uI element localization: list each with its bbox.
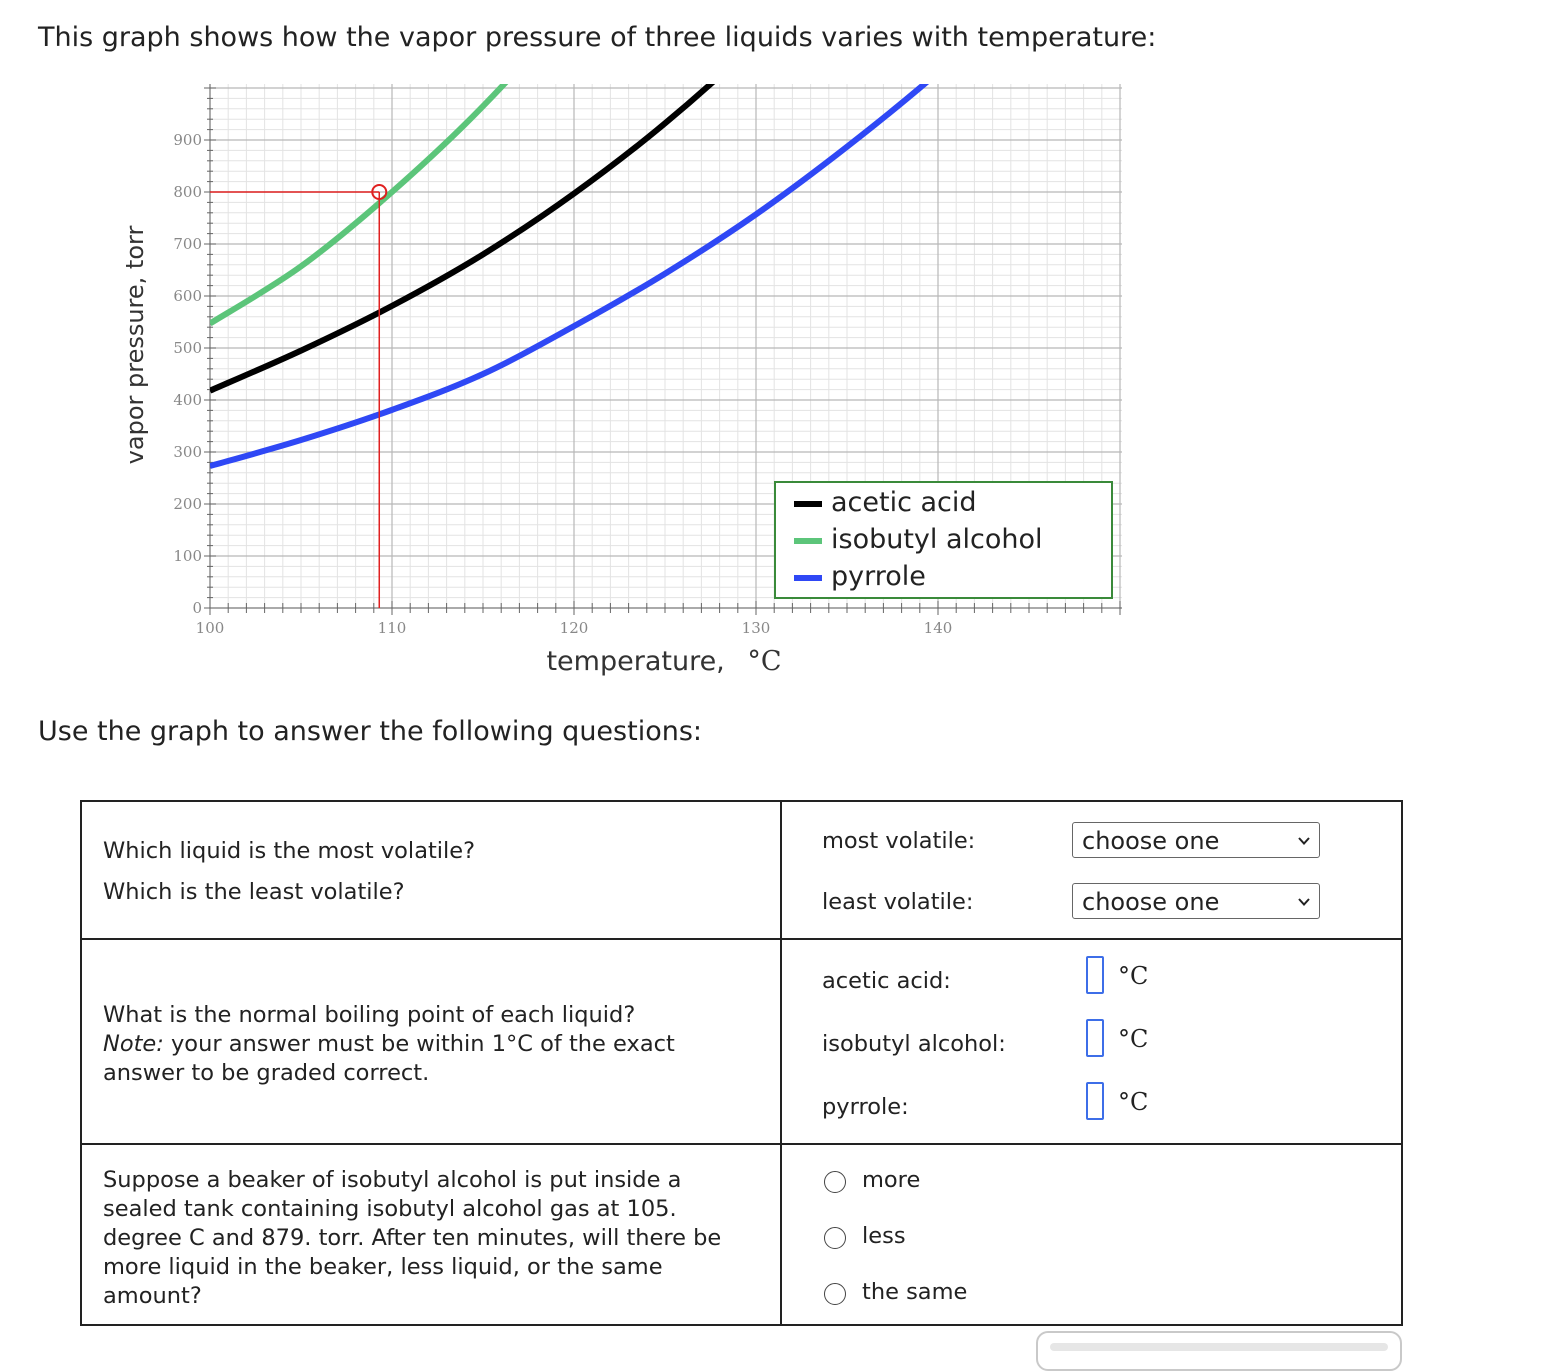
x-tick-label: 110 (377, 619, 407, 637)
question-row-boiling-point (81, 939, 1402, 1144)
y-tick-label: 200 (173, 495, 202, 513)
isobutyl-alcohol-label: isobutyl alcohol: (822, 1031, 1006, 1057)
answer-cell (781, 1144, 1402, 1325)
chevron-down-icon (1297, 834, 1311, 848)
question-row-beaker (81, 1144, 1402, 1325)
y-tick-label: 400 (173, 391, 202, 409)
question-text: Suppose a beaker of isobutyl alcohol is put inside a sealed tank containing isobutyl alcohol gas at 105. degree C and 879. torr. After ten minutes, will there be more liquid in the beaker, less liquid, or the same amount? (103, 1167, 722, 1309)
select-value: choose one (1082, 827, 1220, 855)
question-note (103, 1030, 740, 1088)
acetic-acid-label: acetic acid: (822, 968, 951, 994)
radio-label-same: the same (862, 1279, 968, 1305)
annotation-lines (210, 185, 386, 608)
intro-text: This graph shows how the vapor pressure of three liquids varies with temperature: (38, 22, 1157, 53)
questions-table (80, 800, 1403, 1326)
note-text: your answer must be within 1°C of the exact answer to be graded correct. (103, 1031, 675, 1086)
question-text: Which liquid is the most volatile? (103, 838, 476, 864)
y-tick-label: 0 (192, 599, 202, 617)
most-volatile-label: most volatile: (822, 828, 976, 854)
isobutyl-alcohol-input[interactable] (1086, 1019, 1104, 1057)
pyrrole-input[interactable] (1086, 1082, 1104, 1120)
y-tick-labels (173, 131, 202, 617)
question-cell (81, 1144, 781, 1325)
unit-label: °C (1118, 1088, 1149, 1116)
toolbar-tab[interactable] (1036, 1331, 1402, 1371)
pyrrole-label: pyrrole: (822, 1094, 909, 1120)
y-tick-label: 500 (173, 339, 202, 357)
radio-more[interactable] (824, 1171, 846, 1193)
acetic-acid-input[interactable] (1086, 956, 1104, 994)
question-text: What is the normal boiling point of each liquid? (103, 1002, 636, 1028)
legend-label: acetic acid (831, 487, 977, 518)
unit-label: °C (1118, 1025, 1149, 1053)
x-tick-label: 120 (559, 619, 589, 637)
legend (775, 482, 1112, 598)
answer-cell (781, 801, 1402, 939)
y-tick-label: 300 (173, 443, 202, 461)
y-tick-label: 700 (173, 235, 202, 253)
answer-cell (781, 939, 1402, 1144)
x-tick-label: 100 (195, 619, 225, 637)
y-tick-label: 900 (173, 131, 202, 149)
x-axis-title-text: temperature, (546, 646, 725, 677)
radio-label-less: less (862, 1223, 906, 1249)
question-text: Which is the least volatile? (103, 879, 405, 905)
unit-label: °C (1118, 962, 1149, 990)
x-tick-labels (196, 619, 953, 637)
least-volatile-select[interactable] (1072, 883, 1320, 919)
legend-label: isobutyl alcohol (831, 524, 1043, 555)
question-cell (81, 939, 781, 1144)
chevron-down-icon (1297, 895, 1311, 909)
select-value: choose one (1082, 888, 1220, 916)
legend-label: pyrrole (831, 561, 926, 592)
radio-label-more: more (862, 1167, 921, 1193)
radio-less[interactable] (824, 1227, 846, 1249)
question-cell (81, 801, 781, 939)
question-row-volatility (81, 801, 1402, 939)
x-tick-label: 140 (923, 619, 953, 637)
x-axis-unit: °C (747, 646, 782, 677)
y-tick-label: 100 (173, 547, 202, 565)
y-tick-label: 800 (173, 183, 202, 201)
x-axis-title (546, 646, 781, 677)
note-label: Note: (103, 1031, 164, 1057)
instructions-text: Use the graph to answer the following questions: (38, 716, 702, 747)
y-tick-label: 600 (173, 287, 202, 305)
x-tick-label: 130 (741, 619, 771, 637)
most-volatile-select[interactable] (1072, 822, 1320, 858)
radio-same[interactable] (824, 1283, 846, 1305)
least-volatile-label: least volatile: (822, 889, 974, 915)
y-axis-title: vapor pressure, torr (121, 225, 149, 465)
